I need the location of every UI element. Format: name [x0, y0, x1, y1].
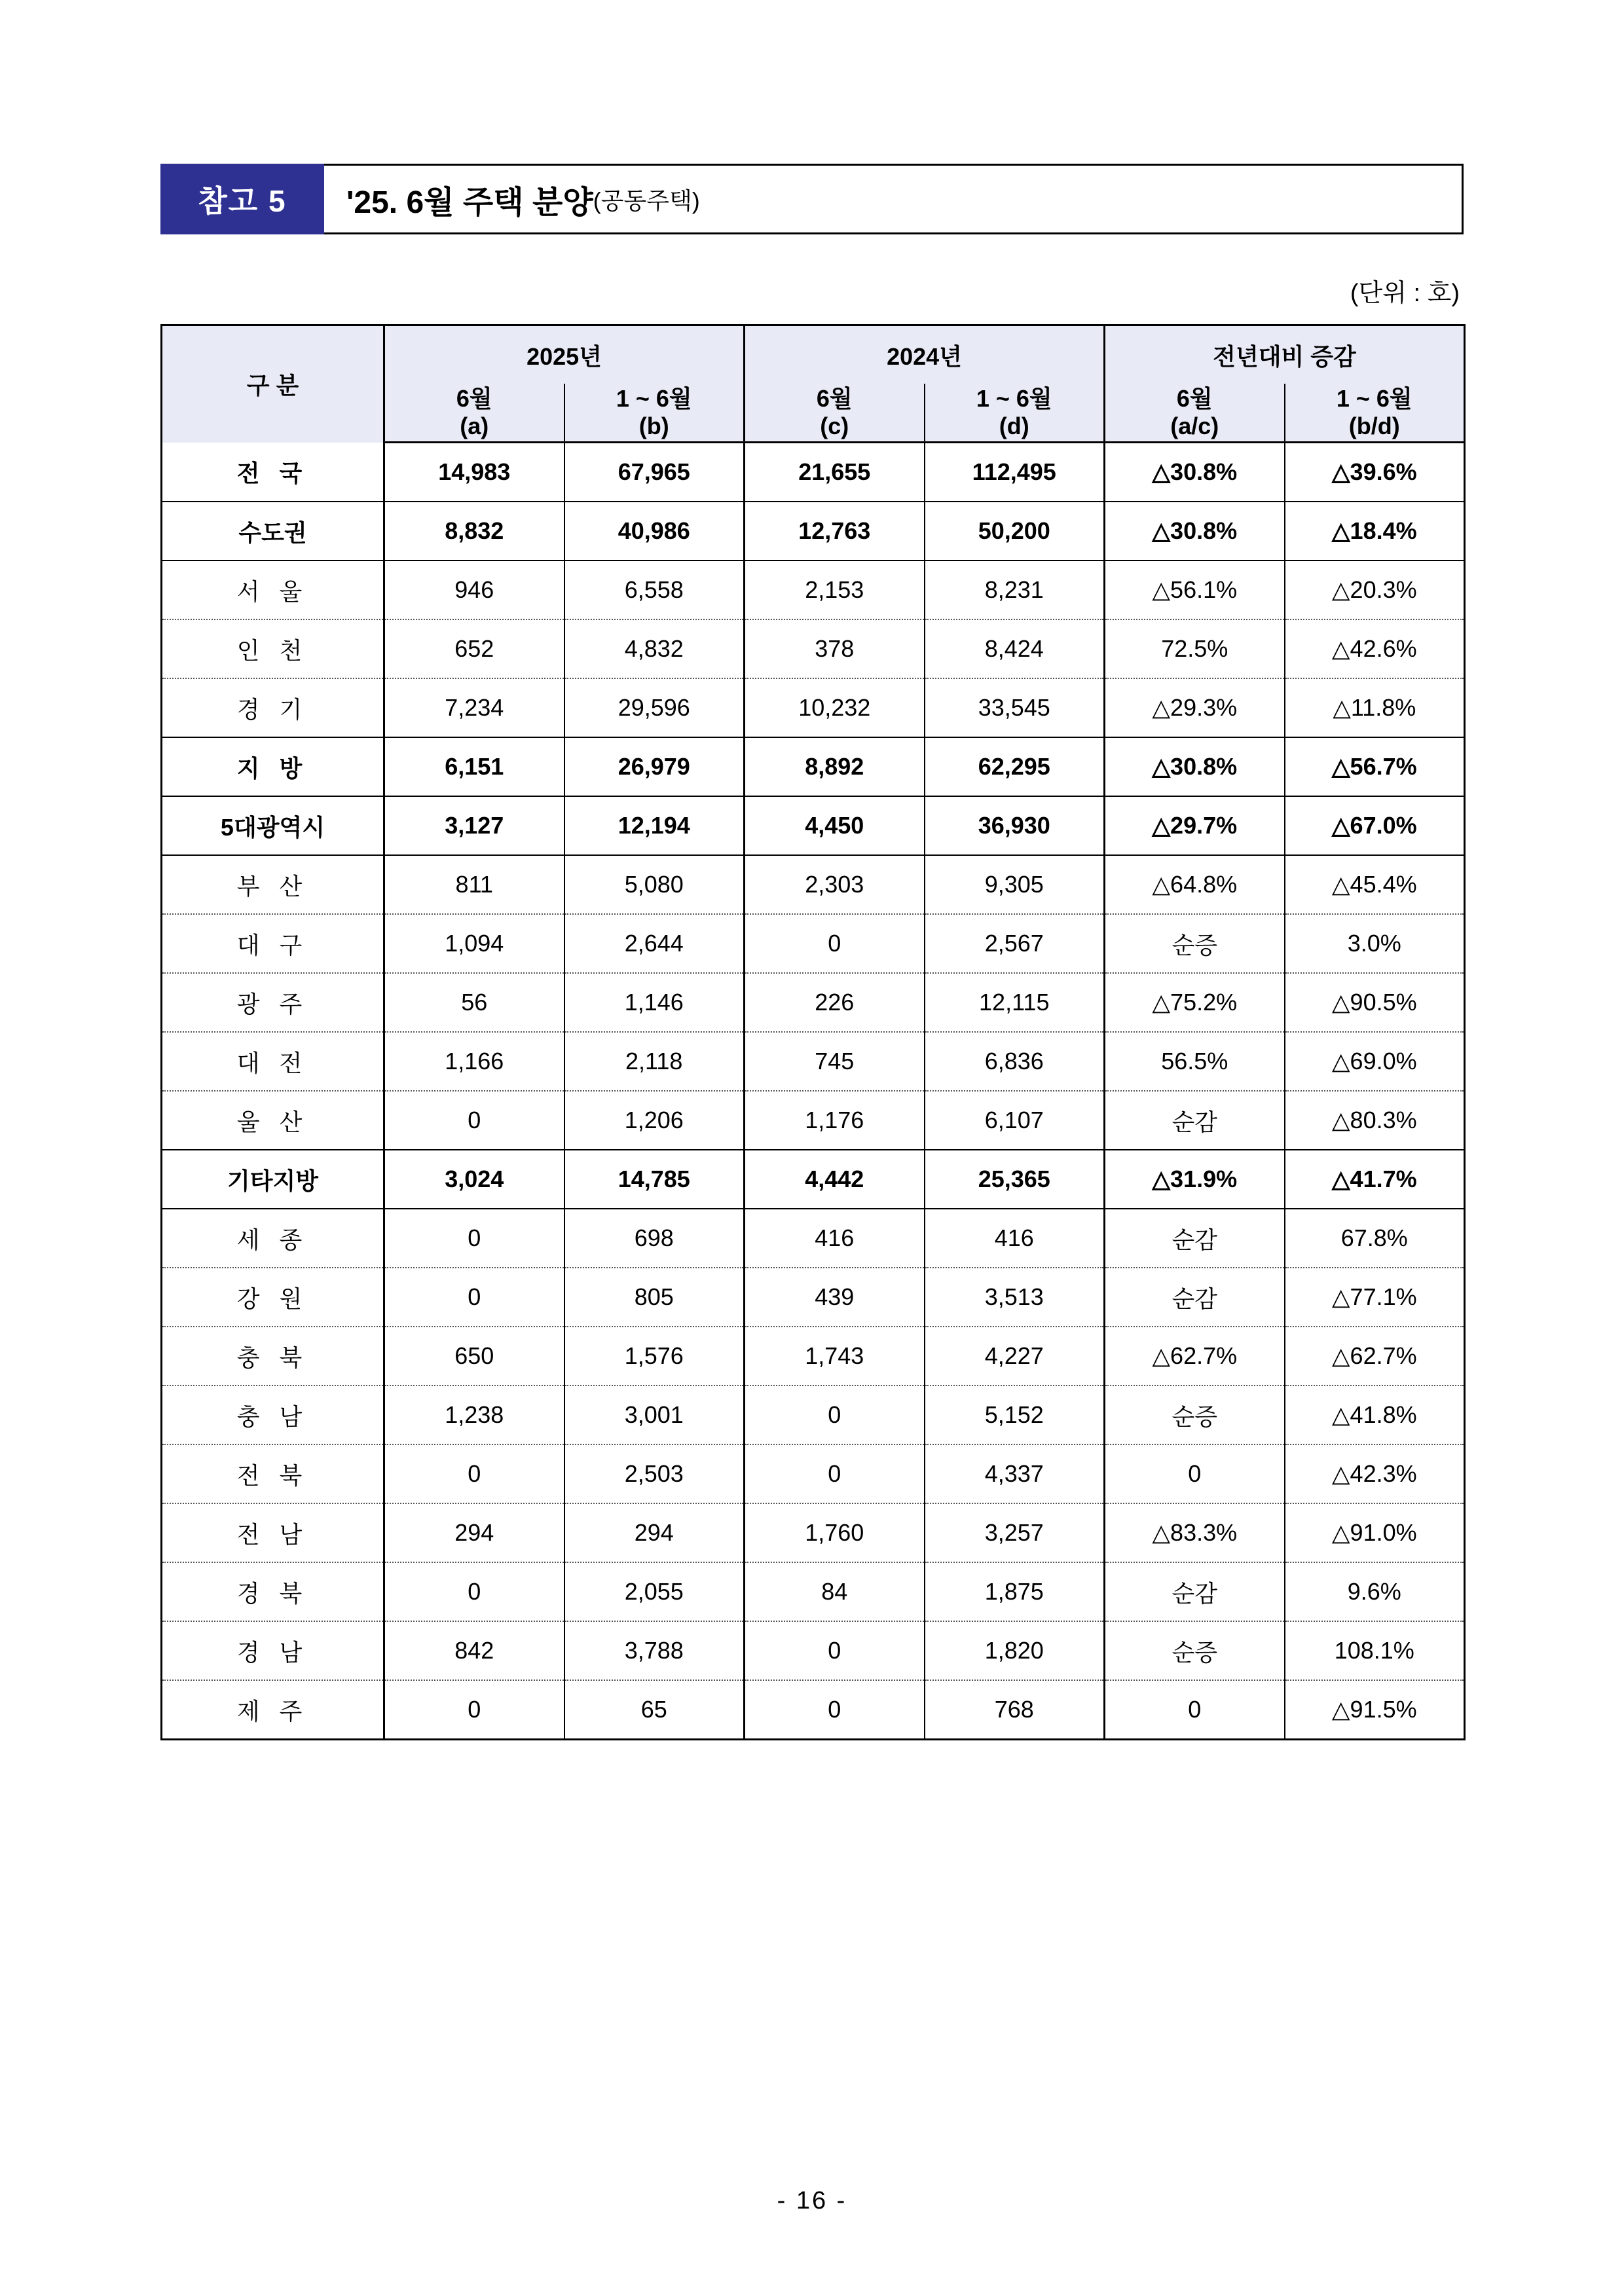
table-cell: △30.8%: [1105, 443, 1285, 502]
table-cell: 0: [745, 914, 925, 973]
table-cell: △29.7%: [1105, 796, 1285, 855]
table-cell: △29.3%: [1105, 678, 1285, 737]
table-row: [162, 973, 1465, 1032]
table-cell: △67.0%: [1285, 796, 1465, 855]
table-cell: 811: [384, 855, 564, 914]
table-header-group-row: [162, 325, 1465, 384]
table-cell: 226: [745, 973, 925, 1032]
table-row: [162, 1562, 1465, 1621]
table-row: [162, 443, 1465, 502]
table-cell: 4,227: [925, 1327, 1105, 1386]
table-cell: △56.7%: [1285, 737, 1465, 796]
page-title: '25. 6월 주택 분양: [346, 185, 593, 220]
table-cell: 2,303: [745, 855, 925, 914]
table-cell: 652: [384, 619, 564, 678]
column-header-group-2025: 2025년: [384, 325, 745, 384]
table-row: [162, 1032, 1465, 1091]
table-cell: 5,152: [925, 1386, 1105, 1444]
table-cell: 84: [745, 1562, 925, 1621]
table-cell: 416: [745, 1209, 925, 1268]
table-cell: 0: [1105, 1680, 1285, 1740]
table-cell: 0: [384, 1268, 564, 1327]
table-cell: 1,576: [564, 1327, 745, 1386]
table-cell: 0: [745, 1386, 925, 1444]
title-box: [324, 164, 1464, 234]
column-header-change-cumulative: [1285, 384, 1465, 443]
row-label: 강 원: [162, 1268, 384, 1327]
table-cell: 1,166: [384, 1032, 564, 1091]
table-row: [162, 1386, 1465, 1444]
table-cell: 40,986: [564, 502, 745, 560]
table-cell: △62.7%: [1285, 1327, 1465, 1386]
row-label: 대 전: [162, 1032, 384, 1091]
table-cell: 745: [745, 1032, 925, 1091]
table-row: [162, 1209, 1465, 1268]
table-row: [162, 1268, 1465, 1327]
housing-supply-table: [160, 324, 1466, 1740]
column-header-2025-june: [384, 384, 564, 443]
column-header-group-2024: 2024년: [745, 325, 1105, 384]
table-cell: 0: [745, 1680, 925, 1740]
table-cell: △41.8%: [1285, 1386, 1465, 1444]
table-cell: 0: [384, 1091, 564, 1150]
row-label: 지 방: [162, 737, 384, 796]
table-cell: 3.0%: [1285, 914, 1465, 973]
table-row: [162, 502, 1465, 560]
table-cell: 4,450: [745, 796, 925, 855]
table-cell: 3,513: [925, 1268, 1105, 1327]
table-cell: 순감: [1105, 1268, 1285, 1327]
table-cell: △30.8%: [1105, 737, 1285, 796]
table-cell: 0: [384, 1444, 564, 1503]
table-cell: 72.5%: [1105, 619, 1285, 678]
column-header-division: 구 분: [162, 325, 384, 443]
table-cell: 0: [384, 1680, 564, 1740]
table-cell: 0: [384, 1209, 564, 1268]
row-label: 충 북: [162, 1327, 384, 1386]
table-cell: △20.3%: [1285, 560, 1465, 619]
table-cell: 4,832: [564, 619, 745, 678]
table-cell: △83.3%: [1105, 1503, 1285, 1562]
table-cell: 67,965: [564, 443, 745, 502]
table-cell: 768: [925, 1680, 1105, 1740]
row-label: 경 기: [162, 678, 384, 737]
column-header-change-june: [1105, 384, 1285, 443]
table-cell: 순감: [1105, 1562, 1285, 1621]
table-cell: 9.6%: [1285, 1562, 1465, 1621]
table-cell: 0: [745, 1444, 925, 1503]
table-cell: 3,001: [564, 1386, 745, 1444]
row-label: 경 남: [162, 1621, 384, 1680]
table-cell: 2,118: [564, 1032, 745, 1091]
header-line-1: 1 ~ 6월: [616, 384, 692, 412]
table-cell: △42.6%: [1285, 619, 1465, 678]
header-line-2: (b/d): [1348, 413, 1400, 439]
table-cell: 순증: [1105, 914, 1285, 973]
table-cell: 294: [564, 1503, 745, 1562]
row-label: 세 종: [162, 1209, 384, 1268]
table-cell: 56.5%: [1105, 1032, 1285, 1091]
table-cell: △91.0%: [1285, 1503, 1465, 1562]
row-label: 서 울: [162, 560, 384, 619]
table-cell: 3,257: [925, 1503, 1105, 1562]
table-row: [162, 560, 1465, 619]
table-cell: 10,232: [745, 678, 925, 737]
table-cell: △11.8%: [1285, 678, 1465, 737]
table-cell: 56: [384, 973, 564, 1032]
table-cell: 112,495: [925, 443, 1105, 502]
header-line-1: 6월: [816, 384, 853, 412]
table-row: [162, 796, 1465, 855]
table-row: [162, 1444, 1465, 1503]
column-header-group-change: 전년대비 증감: [1105, 325, 1465, 384]
header-line-1: 1 ~ 6월: [1336, 384, 1412, 412]
table-cell: 4,442: [745, 1150, 925, 1209]
header-line-2: (c): [820, 413, 849, 439]
table-cell: 29,596: [564, 678, 745, 737]
table-cell: 순증: [1105, 1386, 1285, 1444]
table-cell: 65: [564, 1680, 745, 1740]
table-cell: △31.9%: [1105, 1150, 1285, 1209]
table-cell: 1,176: [745, 1091, 925, 1150]
table-cell: △90.5%: [1285, 973, 1465, 1032]
reference-badge: 참고 5: [160, 164, 324, 234]
table-cell: △91.5%: [1285, 1680, 1465, 1740]
table-cell: 439: [745, 1268, 925, 1327]
table-row: [162, 1327, 1465, 1386]
row-label: 울 산: [162, 1091, 384, 1150]
table-cell: 650: [384, 1327, 564, 1386]
row-label: 5대광역시: [162, 796, 384, 855]
table-cell: 0: [1105, 1444, 1285, 1503]
table-cell: 8,424: [925, 619, 1105, 678]
table-cell: 62,295: [925, 737, 1105, 796]
table-row: [162, 1621, 1465, 1680]
table-cell: 12,763: [745, 502, 925, 560]
page-number: - 16 -: [777, 2187, 847, 2214]
table-cell: 2,567: [925, 914, 1105, 973]
table-cell: △80.3%: [1285, 1091, 1465, 1150]
table-cell: 2,055: [564, 1562, 745, 1621]
table-cell: 50,200: [925, 502, 1105, 560]
table-row: [162, 678, 1465, 737]
table-cell: △64.8%: [1105, 855, 1285, 914]
table-row: [162, 855, 1465, 914]
table-cell: △45.4%: [1285, 855, 1465, 914]
table-cell: 5,080: [564, 855, 745, 914]
table-cell: 14,785: [564, 1150, 745, 1209]
table-cell: 순감: [1105, 1091, 1285, 1150]
row-label: 경 북: [162, 1562, 384, 1621]
table-cell: 9,305: [925, 855, 1105, 914]
header-line-1: 6월: [1176, 384, 1213, 412]
header-line-1: 1 ~ 6월: [976, 384, 1052, 412]
column-header-2024-cumulative: [925, 384, 1105, 443]
table-cell: 1,094: [384, 914, 564, 973]
table-cell: 3,127: [384, 796, 564, 855]
row-label: 제 주: [162, 1680, 384, 1740]
table-cell: 378: [745, 619, 925, 678]
table-cell: 12,194: [564, 796, 745, 855]
table-cell: 4,337: [925, 1444, 1105, 1503]
table-cell: 8,832: [384, 502, 564, 560]
table-head: [162, 325, 1465, 443]
table-cell: 3,024: [384, 1150, 564, 1209]
table-cell: 33,545: [925, 678, 1105, 737]
column-header-2024-june: [745, 384, 925, 443]
table-cell: 8,231: [925, 560, 1105, 619]
column-header-2025-cumulative: [564, 384, 745, 443]
table-cell: 3,788: [564, 1621, 745, 1680]
row-label: 충 남: [162, 1386, 384, 1444]
table-cell: 7,234: [384, 678, 564, 737]
table-cell: △75.2%: [1105, 973, 1285, 1032]
table-row: [162, 737, 1465, 796]
table-cell: △41.7%: [1285, 1150, 1465, 1209]
header-line-2: (a): [460, 413, 489, 439]
table-cell: △30.8%: [1105, 502, 1285, 560]
table-cell: 2,153: [745, 560, 925, 619]
table-cell: 842: [384, 1621, 564, 1680]
row-label: 전 국: [162, 443, 384, 502]
table-cell: 1,146: [564, 973, 745, 1032]
table-cell: 1,206: [564, 1091, 745, 1150]
table-cell: 6,558: [564, 560, 745, 619]
table-cell: 946: [384, 560, 564, 619]
table-cell: 0: [745, 1621, 925, 1680]
row-label: 부 산: [162, 855, 384, 914]
table-cell: 108.1%: [1285, 1621, 1465, 1680]
table-cell: 67.8%: [1285, 1209, 1465, 1268]
table-cell: 294: [384, 1503, 564, 1562]
table-cell: △56.1%: [1105, 560, 1285, 619]
table-cell: 순감: [1105, 1209, 1285, 1268]
table-cell: 1,875: [925, 1562, 1105, 1621]
table-cell: 순증: [1105, 1621, 1285, 1680]
table-row: [162, 1150, 1465, 1209]
reference-header: [160, 164, 1464, 234]
table-cell: 6,151: [384, 737, 564, 796]
table-row: [162, 1503, 1465, 1562]
table-cell: 6,836: [925, 1032, 1105, 1091]
table-body: [162, 443, 1465, 1740]
table-cell: 12,115: [925, 973, 1105, 1032]
table-cell: 2,644: [564, 914, 745, 973]
header-line-1: 6월: [456, 384, 492, 412]
table-cell: △18.4%: [1285, 502, 1465, 560]
table-row: [162, 619, 1465, 678]
row-label: 광 주: [162, 973, 384, 1032]
table-cell: 416: [925, 1209, 1105, 1268]
table-cell: 25,365: [925, 1150, 1105, 1209]
row-label: 전 남: [162, 1503, 384, 1562]
table-cell: △77.1%: [1285, 1268, 1465, 1327]
row-label: 수도권: [162, 502, 384, 560]
table-cell: △42.3%: [1285, 1444, 1465, 1503]
table-cell: 1,238: [384, 1386, 564, 1444]
table-cell: 1,743: [745, 1327, 925, 1386]
table-cell: 805: [564, 1268, 745, 1327]
table-cell: 6,107: [925, 1091, 1105, 1150]
table-cell: 2,503: [564, 1444, 745, 1503]
table-row: [162, 1091, 1465, 1150]
table-cell: 21,655: [745, 443, 925, 502]
table-cell: 26,979: [564, 737, 745, 796]
table-cell: 698: [564, 1209, 745, 1268]
table-cell: 8,892: [745, 737, 925, 796]
table-cell: △39.6%: [1285, 443, 1465, 502]
table-cell: △69.0%: [1285, 1032, 1465, 1091]
header-line-2: (d): [999, 413, 1029, 439]
row-label: 전 북: [162, 1444, 384, 1503]
row-label: 기타지방: [162, 1150, 384, 1209]
table-row: [162, 914, 1465, 973]
table-cell: 0: [384, 1562, 564, 1621]
row-label: 인 천: [162, 619, 384, 678]
table-row: [162, 1680, 1465, 1740]
header-line-2: (a/c): [1170, 413, 1219, 439]
header-line-2: (b): [638, 413, 669, 439]
table-cell: 36,930: [925, 796, 1105, 855]
table-cell: 14,983: [384, 443, 564, 502]
table-cell: 1,820: [925, 1621, 1105, 1680]
page-title-note: (공동주택): [593, 187, 700, 214]
row-label: 대 구: [162, 914, 384, 973]
table-cell: 1,760: [745, 1503, 925, 1562]
unit-note: (단위 : 호): [1350, 280, 1460, 307]
table-cell: △62.7%: [1105, 1327, 1285, 1386]
